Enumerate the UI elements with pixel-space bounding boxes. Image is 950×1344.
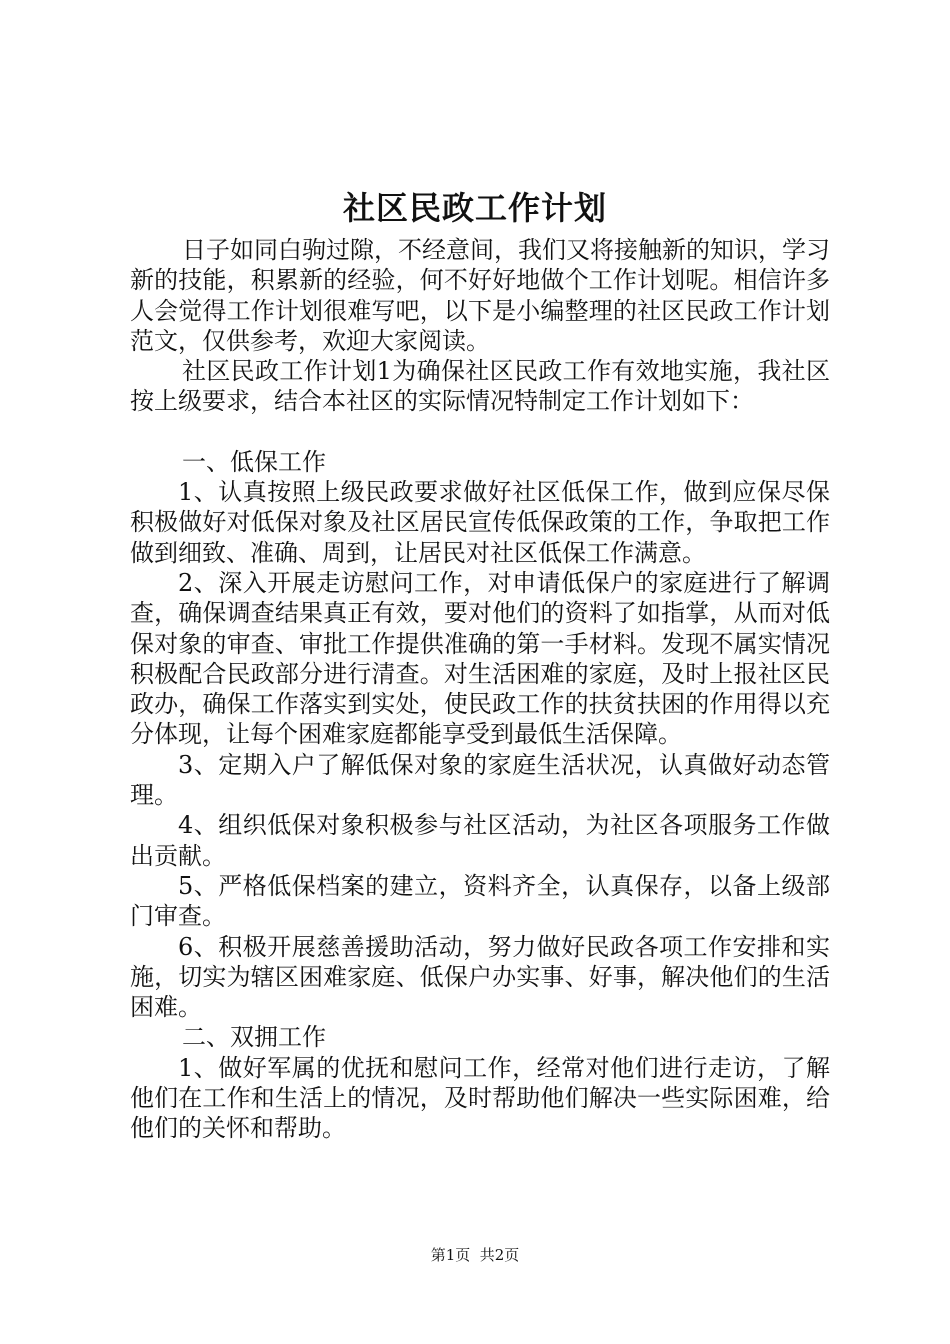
military-support-item-1: 1、做好军属的优抚和慰问工作，经常对他们进行走访，了解他们在工作和生活上的情况，及时帮助他们解决一些实际困难，给他们的关怀和帮助。	[130, 1053, 830, 1143]
low-income-item-4: 4、组织低保对象积极参与社区活动，为社区各项服务工作做出贡献。	[130, 811, 830, 870]
low-income-item-5: 5、严格低保档案的建立，资料齐全，认真保存，以备上级部门审查。	[130, 871, 830, 931]
page-footer: 第1页 共2页	[430, 1246, 520, 1264]
document-body	[130, 235, 830, 1144]
section-heading-low-income: 一、低保工作	[182, 447, 326, 476]
low-income-item-1: 1、认真按照上级民政要求做好社区低保工作，做到应保尽保积极做好对低保对象及社区居民宣传低保政策的工作，争取把工作做到细致、准确、周到，让居民对社区低保工作满意。	[130, 478, 830, 567]
low-income-item-6: 6、积极开展慈善援助活动，努力做好民政各项工作安排和实施，切实为辖区困难家庭、低保户办实事、好事，解决他们的生活困难。	[130, 932, 830, 1022]
low-income-item-3: 3、定期入户了解低保对象的家庭生活状况，认真做好动态管理。	[130, 750, 830, 810]
document-title: 社区民政工作计划	[342, 189, 607, 227]
plan-intro-paragraph: 社区民政工作计划1为确保社区民政工作有效地实施，我社区按上级要求，结合本社区的实际情况特制定工作计划如下：	[130, 357, 830, 416]
blank-line	[130, 417, 830, 447]
section-heading-military-support: 二、双拥工作	[182, 1023, 326, 1052]
intro-paragraph: 日子如同白驹过隙，不经意间，我们又将接触新的知识，学习新的技能，积累新的经验，何不好好地做个工作计划呢。相信许多人会觉得工作计划很难写吧，以下是小编整理的社区民政工作计划范文，仅供参考，欢迎大家阅读。	[130, 236, 830, 355]
low-income-item-2: 2、深入开展走访慰问工作，对申请低保户的家庭进行了解调查，确保调查结果真正有效，要对他们的资料了如指掌，从而对低保对象的审查、审批工作提供准确的第一手材料。发现不属实情况积极配合民政部分进行清查。对生活困难的家庭，及时上报社区民政办，确保工作落实到实处，使民政工作的扶贫扶困的作用得以充分体现，让每个困难家庭都能享受到最低生活保障。	[130, 568, 830, 749]
